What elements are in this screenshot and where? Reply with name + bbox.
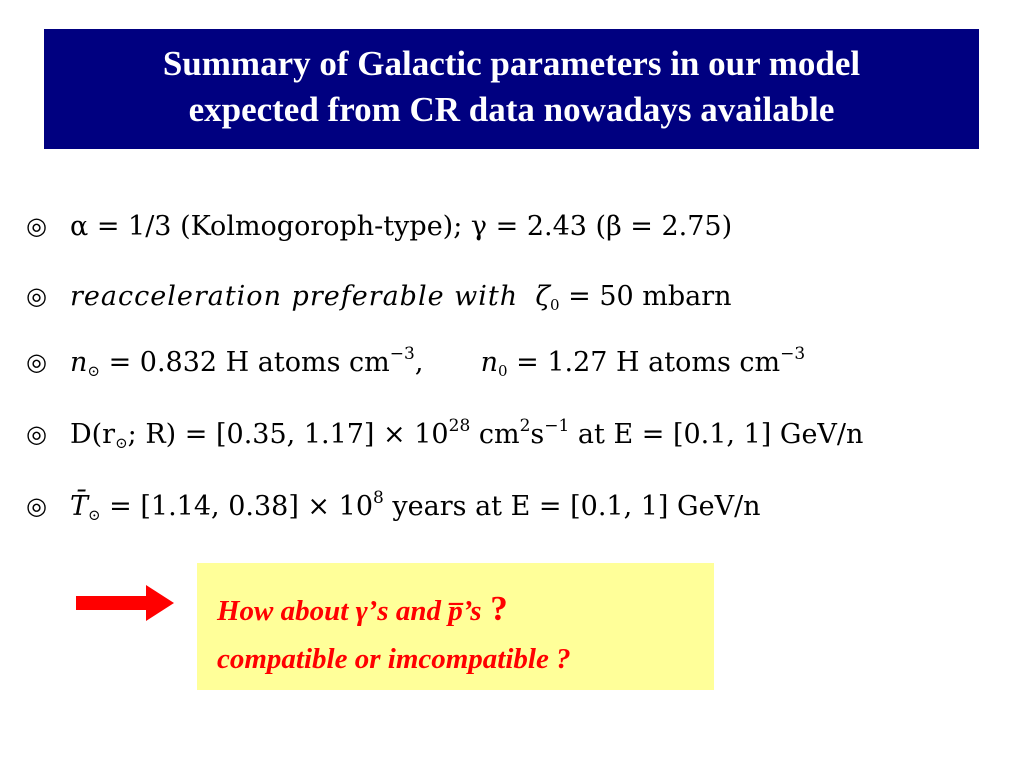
alpha-note: (Kolmogoroph-type); <box>180 210 463 242</box>
bullet-item-3 <box>26 340 805 384</box>
bullet-item-2 <box>26 274 732 318</box>
double-circle-bullet-icon: ◎ <box>26 282 47 310</box>
n-sun-symbol: n <box>70 346 88 378</box>
bullet-item-5 <box>26 484 761 528</box>
bullet-2-equation <box>70 281 732 312</box>
slide-title <box>44 29 979 149</box>
units-cm: cm <box>470 418 520 450</box>
bullet-4-equation <box>70 415 864 452</box>
exponent-8: 8 <box>373 487 384 508</box>
exponent-minus-1: −1 <box>544 415 570 436</box>
gamma-value: γ = 2.43 <box>470 210 587 242</box>
bullet-1-equation <box>70 211 732 242</box>
note-line-2: compatible or imcompatible ? <box>217 643 571 675</box>
bullet-item-4 <box>26 412 863 456</box>
n0-exponent: −3 <box>780 343 806 364</box>
n0-value: = 1.27 H atoms cm <box>516 346 781 378</box>
time-energy-range: years at E = [0.1, 1] GeV/n <box>383 490 761 522</box>
bullet-item-1 <box>26 204 732 248</box>
energy-range: at E = [0.1, 1] GeV/n <box>569 418 864 450</box>
reacceleration-text: reacceleration preferable with <box>70 280 519 312</box>
question-note-box <box>197 563 714 690</box>
t-bar-symbol: T̄ <box>70 490 89 522</box>
n0-symbol: n <box>480 346 498 378</box>
double-circle-bullet-icon: ◎ <box>26 348 47 376</box>
diffusion-value: ; R) = [0.35, 1.17] × 10 <box>127 418 449 450</box>
double-circle-bullet-icon: ◎ <box>26 420 47 448</box>
double-circle-bullet-icon: ◎ <box>26 492 47 520</box>
n-sun-subscript: ⊙ <box>87 361 100 380</box>
title-line-1: Summary of Galactic parameters in our model <box>162 44 861 83</box>
n-sun-value: = 0.832 H atoms cm <box>108 346 390 378</box>
zeta-value: = 50 mbarn <box>568 280 732 312</box>
note-question-mark: ? <box>481 589 508 628</box>
time-value: = [1.14, 0.38] × 10 <box>100 490 373 522</box>
note-line-1: How about γ’s and p̅’s <box>217 595 482 627</box>
exponent-28: 28 <box>448 415 471 436</box>
zeta-subscript: 0 <box>549 295 560 314</box>
separator-comma: , <box>414 346 424 378</box>
diffusion-lhs: D(r <box>70 418 116 450</box>
alpha-value: α = 1/3 <box>70 210 172 242</box>
bullet-5-equation <box>70 487 761 524</box>
n0-subscript: 0 <box>497 361 508 380</box>
zeta-symbol: ζ <box>535 280 550 312</box>
units-s: s <box>530 418 545 450</box>
n-sun-exponent: −3 <box>389 343 415 364</box>
title-line-2: expected from CR data nowadays available <box>188 90 835 129</box>
right-arrow-icon <box>76 585 174 621</box>
bullet-3-equation <box>70 343 806 380</box>
r-sun-subscript: ⊙ <box>115 433 128 452</box>
exponent-2: 2 <box>519 415 531 436</box>
beta-value: (β = 2.75) <box>595 210 733 242</box>
t-sun-subscript: ⊙ <box>88 505 101 524</box>
double-circle-bullet-icon: ◎ <box>26 212 47 240</box>
